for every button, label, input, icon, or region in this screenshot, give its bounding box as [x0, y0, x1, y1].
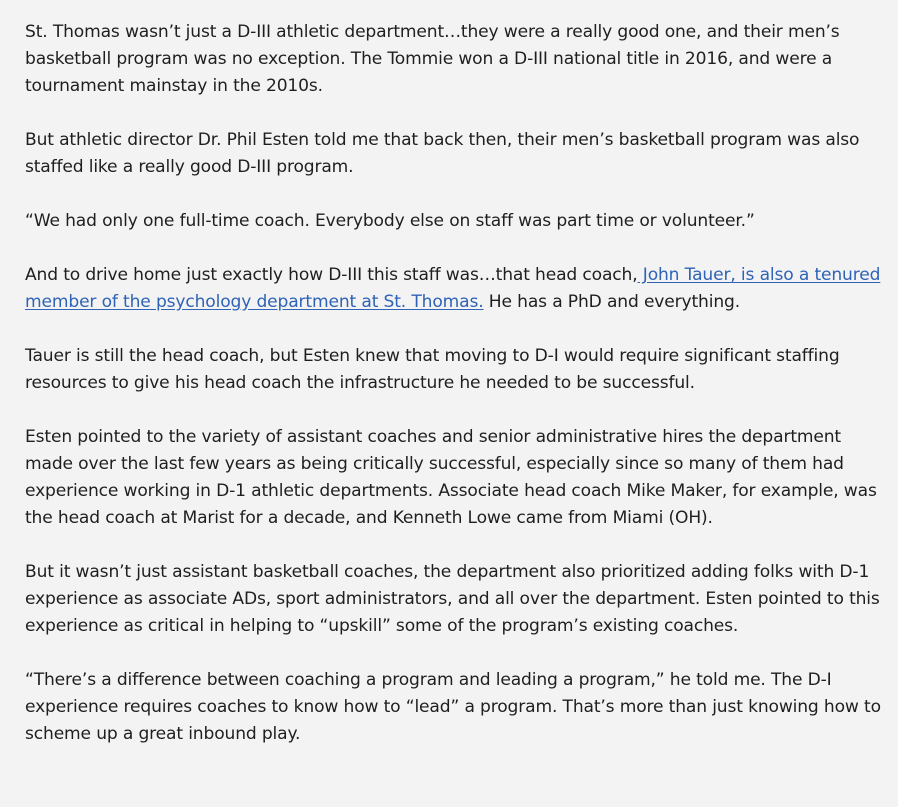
article-paragraph: Tauer is still the head coach, but Esten knew that moving to D-I would require significant staffing resources to give his head coach the infrastructure he needed to be successful.: [25, 346, 840, 393]
john-tauer-profile-link[interactable]: John Tauer, is also a tenured member of the psychology department at St. Thomas.: [25, 265, 881, 312]
article-paragraph: “There’s a difference between coaching a program and leading a program,” he told me. The D-I experience requires coaches to know how to “lead” a program. That’s more than just knowing how to scheme up a great inbound play.: [25, 670, 881, 744]
paragraph-text: He has a PhD and everything.: [483, 292, 740, 312]
article-paragraph: Esten pointed to the variety of assistant coaches and senior administrative hires the department made over the last few years as being critically successful, especially since so many of them had experience working in D-1 athletic departments. Associate head coach Mike Maker, for example, was the head coach at Marist for a decade, and Kenneth Lowe came from Miami (OH).: [25, 427, 877, 528]
article-paragraph: “We had only one full-time coach. Everybody else on staff was part time or volunteer.”: [25, 211, 755, 231]
article-paragraph: But it wasn’t just assistant basketball coaches, the department also prioritized adding folks with D-1 experience as associate ADs, sport administrators, and all over the department. Esten pointed to this experience as critical in helping to “upskill” some of the program’s existing coaches.: [25, 562, 880, 636]
article-paragraph: But athletic director Dr. Phil Esten told me that back then, their men’s basketball program was also staffed like a really good D-III program.: [25, 130, 860, 177]
paragraph-text: And to drive home just exactly how D-III this staff was…that head coach,: [25, 265, 638, 285]
article-paragraph: St. Thomas wasn’t just a D-III athletic department…they were a really good one, and their men’s basketball program was no exception. The Tommie won a D-III national title in 2016, and were a tournament mainstay in the 2010s.: [25, 22, 840, 96]
article-paragraph: [25, 262, 884, 316]
